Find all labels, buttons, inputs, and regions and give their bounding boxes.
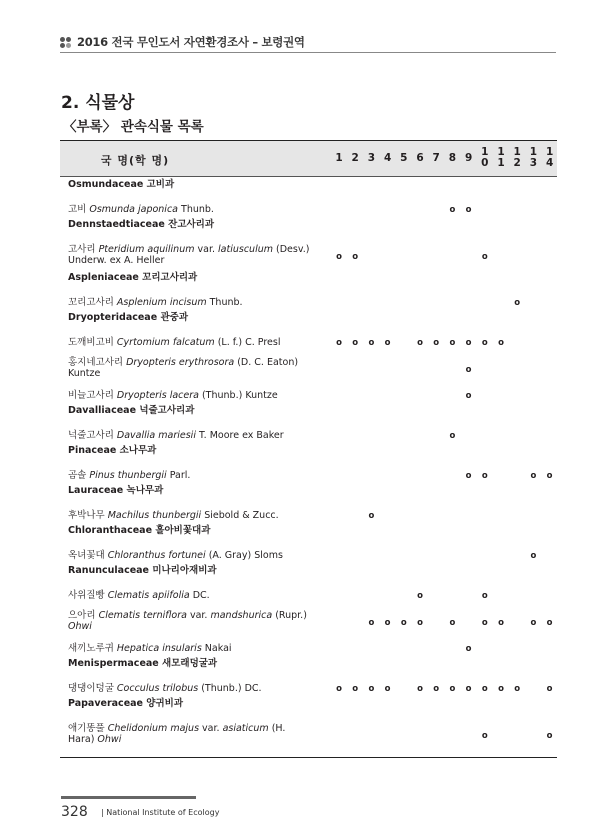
family-row [60, 659, 557, 679]
family-row [60, 699, 557, 719]
occurrence-mark: o [465, 644, 472, 654]
family-name: Dryopteridaceae 관중과 [68, 312, 188, 323]
species-row [60, 240, 557, 273]
species-row [60, 200, 557, 220]
occurrence-mark: o [498, 338, 504, 348]
family-name: Davalliaceae 넉줄고사리과 [68, 405, 195, 416]
family-row [60, 526, 557, 546]
occurrence-mark: o [368, 684, 375, 694]
species-row [60, 426, 557, 446]
species-row [60, 466, 557, 486]
occurrence-mark: o [546, 471, 553, 481]
occurrence-mark: o [368, 511, 375, 521]
occurrence-mark: o [481, 591, 488, 601]
occurrence-mark: o [336, 338, 342, 348]
occurrence-mark: o [417, 338, 423, 348]
occurrence-mark: o [400, 618, 407, 628]
species-name: 고사리 Pteridium aquilinum var. latiusculum (Desv.) Underw. ex A. Heller [68, 244, 310, 266]
occurrence-mark: o [336, 684, 342, 694]
page-footer [61, 804, 361, 824]
species-name: 꼬리고사리 Asplenium incisum Thunb. [68, 297, 243, 308]
table-header [60, 140, 557, 177]
occurrence-mark: o [514, 684, 521, 694]
species-name: 비늘고사리 Dryopteris lacera (Thunb.) Kuntze [68, 390, 278, 401]
occurrence-mark: o [368, 338, 375, 348]
occurrence-mark: o [546, 684, 553, 694]
running-header [60, 32, 560, 52]
occurrence-mark: o [481, 252, 488, 262]
column-header-14: 1 4 [545, 146, 554, 169]
species-row [60, 719, 557, 752]
occurrence-mark: o [530, 551, 537, 561]
occurrence-mark: o [465, 391, 472, 401]
family-row [60, 220, 557, 240]
family-name: Ranunculaceae 미나리아재비과 [68, 565, 217, 576]
occurrence-mark: o [465, 338, 472, 348]
column-header-name: 국 명(학 명) [100, 154, 170, 167]
family-name: Pinaceae 소나무과 [68, 445, 157, 456]
occurrence-mark: o [465, 205, 472, 215]
occurrence-mark: o [433, 338, 440, 348]
occurrence-mark: o [465, 684, 472, 694]
species-name: 넉줄고사리 Davallia mariesii T. Moore ex Baker [68, 430, 284, 441]
column-header-7: 7 [432, 152, 440, 164]
occurrence-mark: o [481, 731, 488, 741]
species-name: 으아리 Clematis terniflora var. mandshurica (Rupr.) Ohwi [68, 610, 307, 632]
column-header-2: 2 [351, 152, 359, 164]
family-row [60, 313, 557, 333]
footer-bar [61, 796, 196, 799]
occurrence-mark: o [481, 338, 488, 348]
species-row [60, 293, 557, 313]
species-name: 새끼노루귀 Hepatica insularis Nakai [68, 643, 232, 654]
occurrence-mark: o [352, 684, 359, 694]
family-name: Papaveraceae 양귀비과 [68, 698, 184, 709]
species-name: 홍지네고사리 Dryopteris erythrosora (D. C. Eaton) Kuntze [68, 357, 299, 379]
species-row [60, 639, 557, 659]
species-name: 도깨비고비 Cyrtomium falcatum (L. f.) C. Presl [68, 337, 281, 348]
column-header-3: 3 [367, 152, 376, 164]
column-header-10: 1 0 [481, 146, 489, 169]
occurrence-mark: o [384, 684, 391, 694]
column-header-6: 6 [416, 152, 424, 164]
appendix-subtitle: 〈부록〉 관속식물 목록 [63, 119, 204, 135]
occurrence-mark: o [465, 365, 472, 375]
occurrence-mark: o [546, 731, 553, 741]
header-dots-icon [60, 37, 72, 49]
species-name: 애기똥풀 Chelidonium majus var. asiaticum (H. Hara) Ohwi [68, 723, 286, 745]
occurrence-mark: o [417, 591, 423, 601]
species-row [60, 333, 557, 353]
occurrence-mark: o [449, 431, 456, 441]
occurrence-mark: o [481, 471, 488, 481]
occurrence-mark: o [368, 618, 375, 628]
column-header-4: 4 [383, 152, 392, 164]
occurrence-mark: o [498, 684, 504, 694]
column-header-12: 1 2 [513, 146, 521, 169]
species-row [60, 386, 557, 406]
species-row [60, 353, 557, 386]
family-name: Lauraceae 녹나무과 [68, 485, 164, 496]
occurrence-mark: o [449, 205, 456, 215]
occurrence-mark: o [514, 298, 521, 308]
species-name: 댕댕이덩굴 Cocculus trilobus (Thunb.) DC. [68, 683, 262, 694]
column-header-11: 1 1 [497, 146, 505, 169]
column-header-8: 8 [448, 152, 457, 164]
section-title: 2. 식물상 [61, 93, 135, 113]
family-name: Aspleniaceae 꼬리고사리과 [68, 272, 198, 283]
occurrence-mark: o [433, 684, 440, 694]
page-number: 328 [61, 804, 88, 820]
table-body [60, 177, 557, 752]
species-row [60, 606, 557, 639]
footer-institute: | National Institute of Ecology [101, 808, 220, 817]
occurrence-mark: o [449, 684, 456, 694]
family-row [60, 273, 557, 293]
species-row [60, 506, 557, 526]
species-name: 고비 Osmunda japonica Thunb. [68, 204, 214, 215]
species-row [60, 679, 557, 699]
occurrence-mark: o [384, 338, 391, 348]
species-row [60, 586, 557, 606]
family-row [60, 486, 557, 506]
family-name: Chloranthaceae 홀아비꽃대과 [68, 525, 211, 536]
header-rule [60, 52, 556, 53]
occurrence-mark: o [352, 252, 359, 262]
occurrence-mark: o [530, 618, 537, 628]
header-title: 2016 전국 무인도서 자연환경조사 – 보령권역 [77, 35, 305, 49]
column-header-13: 1 3 [529, 146, 538, 169]
family-row [60, 180, 557, 200]
occurrence-mark: o [546, 618, 553, 628]
family-row [60, 566, 557, 586]
species-table [60, 140, 557, 752]
occurrence-mark: o [352, 338, 359, 348]
species-row [60, 546, 557, 566]
family-name: Dennstaedtiaceae 잔고사리과 [68, 219, 215, 230]
family-row [60, 406, 557, 426]
occurrence-mark: o [417, 684, 423, 694]
occurrence-mark: o [465, 471, 472, 481]
occurrence-mark: o [481, 618, 488, 628]
family-name: Menispermaceae 새모래덩굴과 [68, 658, 218, 669]
occurrence-mark: o [449, 338, 456, 348]
occurrence-mark: o [530, 471, 537, 481]
occurrence-mark: o [336, 252, 342, 262]
species-name: 곰솔 Pinus thunbergii Parl. [68, 470, 191, 481]
species-name: 옥녀꽃대 Chloranthus fortunei (A. Gray) Sloms [68, 550, 283, 561]
occurrence-mark: o [384, 618, 391, 628]
family-name: Osmundaceae 고비과 [68, 179, 175, 190]
occurrence-mark: o [449, 618, 456, 628]
table-bottom-rule [60, 757, 557, 758]
species-name: 사위질빵 Clematis apiifolia DC. [68, 590, 210, 601]
occurrence-mark: o [498, 618, 504, 628]
column-header-5: 5 [400, 152, 408, 164]
occurrence-mark: o [481, 684, 488, 694]
column-header-1: 1 [335, 152, 343, 164]
family-row [60, 446, 557, 466]
species-name: 후박나무 Machilus thunbergii Siebold & Zucc. [68, 510, 279, 521]
column-header-9: 9 [464, 152, 473, 164]
occurrence-mark: o [417, 618, 423, 628]
